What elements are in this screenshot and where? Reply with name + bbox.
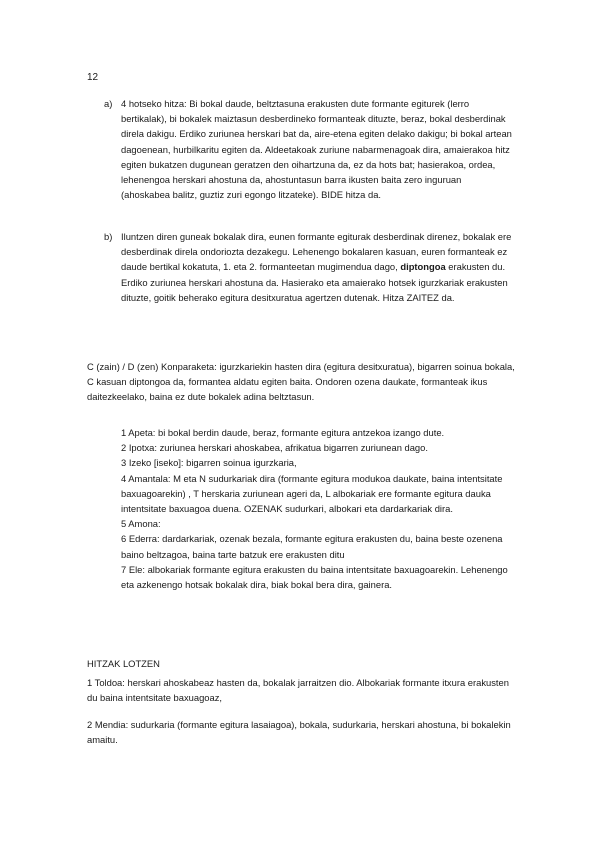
link-paragraph-1: 1 Toldoa: herskari ahoskabeaz hasten da, bokalak jarraitzen dio. Albokariak formante itxura erakusten du baina intentsitate baxuagoaz, [87,677,509,704]
numbered-item-4: 4 Amantala: M eta N sudurkariak dira (formante egitura modukoa daukate, baina intentsitate baxuagoarekin) , T herskaria zuriunean ageri da, L albokariak ere formante egitura dauka intentsitate baxuagoa duena. OZENAK sudurkari, albokari eta dardarkariak dira. [121,472,503,515]
item-b [104,229,512,305]
item-a [104,96,512,202]
numbered-item-3: 3 Izeko [iseko]: bigarren soinua igurzkaria, [121,457,297,469]
item-a-text: 4 hotseko hitza: Bi bokal daude, beltztasuna erakusten dute formante egiturek (lerro bertikalak), bi bokalek maiztasun desberdineko formanteak dituzte, beraz, bokal desberdinak direla dakigu. Erdiko zuriunea herskari bat da, aire-etena egiten delako dakigu; bi bokal artean dagoenean, hurbilkaritu egiten da. Aldeetakoak zuriune nabarmenagoak dira, amaierakoa hitz egiten bukatzen dugunean geratzen den oihartzuna da, ez da hots bat; hasierakoa, ordea, lehenengoa herskari ahostuna da, ahostuntasun barra ikusten baita zero inguruan (ahoskabea balitz, guztiz zuri egongo litzateke). BIDE hitza da. [121,98,512,201]
section-title: HITZAK LOTZEN [87,658,160,669]
numbered-item-2: 2 Ipotxa: zuriunea herskari ahoskabea, afrikatua bigarren zuriunean dago. [121,442,428,454]
numbered-item-6: 6 Ederra: dardarkariak, ozenak bezala, formante egitura erakusten du, baina beste ozenena baino beltzagoa, baina tarte batzuk ere erakusten ditu [121,533,503,560]
item-b-text-after: erakusten du. Erdiko zuriunea herskari ahostuna da. Hasierako eta amaierako hotsek igurzkariak erakusten dituzte, goitik beherako egitura desitxuratua agertzen dutenak. Hitza ZAITEZ da. [121,261,508,303]
link-paragraph-2: 2 Mendia: sudurkaria (formante egitura lasaiagoa), bokala, sudurkaria, herskari ahostuna, bi bokalekin amaitu. [87,719,511,746]
item-b-text [121,229,512,305]
comparison-paragraph: C (zain) / D (zen) Konparaketa: igurzkariekin hasten dira (egitura desitxuratua), bigarren soinua bokala, C kasuan diptongoa da, formantea aldatu egiten baita. Ondoren ozena daukate, formanteak ikus daitezkeelako, baina ez dute bokalek adina beltztasun. [87,361,515,403]
item-a-marker: a) [104,98,113,109]
item-b-text-before: Iluntzen diren guneak bokalak dira, eunen formante egiturak desberdinak direnez, bokalak ere desberdinak direla ondoriozta dezakegu. Lehenengo bokalaren kasuan, euren formanteak ez daude bertikal kokatuta, 1. eta 2. formanteetan mugimendua dago, [121,231,512,273]
item-b-bold-word: diptongoa [400,261,446,273]
numbered-list [121,425,516,592]
item-b-marker: b) [104,231,113,242]
numbered-item-1: 1 Apeta: bi bokal berdin daude, beraz, formante egitura antzekoa izango dute. [121,427,445,438]
page-number: 12 [87,72,99,83]
numbered-item-5: 5 Amona: [121,518,161,530]
numbered-item-7: 7 Ele: albokariak formante egitura erakusten du baina intentsitate baxuagoarekin. Lehenengo eta azkenengo hotsak bokalak dira, biak bokal bera dira, gainera. [121,563,508,591]
